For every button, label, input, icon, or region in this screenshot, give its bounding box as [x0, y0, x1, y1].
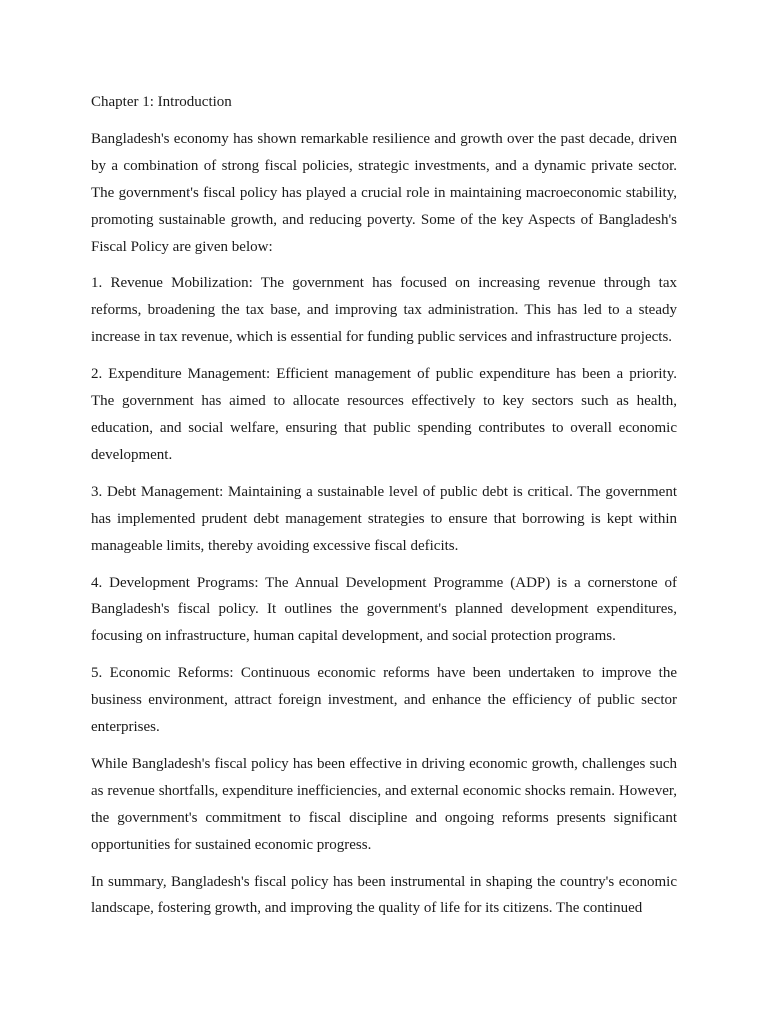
point-revenue-mobilization: 1. Revenue Mobilization: The government has focused on increasing revenue through tax reforms, broadening the tax base, and improving tax administration. This has led to a steady increase in tax revenue, which is essential for funding public services and infrastructure projects. [91, 275, 677, 346]
point-economic-reforms: 5. Economic Reforms: Continuous economic reforms have been undertaken to improve the business environment, attract foreign investment, and enhance the efficiency of public sector enterprises. [91, 665, 677, 736]
point-debt-management: 3. Debt Management: Maintaining a sustainable level of public debt is critical. The government has implemented prudent debt management strategies to ensure that borrowing is kept within manageable limits, thereby avoiding excessive fiscal deficits. [91, 483, 677, 554]
point-development-programs: 4. Development Programs: The Annual Development Programme (ADP) is a cornerstone of Bangladesh's fiscal policy. It outlines the government's planned development expenditures, focusing on infrastructure, human capital development, and social protection programs. [91, 574, 677, 645]
challenges-paragraph: While Bangladesh's fiscal policy has been effective in driving economic growth, challenges such as revenue shortfalls, expenditure inefficiencies, and external economic shocks remain. However, the government's commitment to fiscal discipline and ongoing reforms presents significant opportunities for sustained economic progress. [91, 755, 677, 853]
intro-paragraph: Bangladesh's economy has shown remarkable resilience and growth over the past decade, driven by a combination of strong fiscal policies, strategic investments, and a dynamic private sector. The government's fiscal policy has played a crucial role in maintaining macroeconomic stability, promoting sustainable growth, and reducing poverty. Some of the key Aspects of Bangladesh's Fiscal Policy are given below: [91, 130, 677, 255]
point-expenditure-management: 2. Expenditure Management: Efficient management of public expenditure has been a priority. The government has aimed to allocate resources effectively to key sectors such as health, education, and social welfare, ensuring that public spending contributes to overall economic development. [91, 366, 677, 463]
document-body [91, 89, 677, 932]
chapter-heading: Chapter 1: Introduction [91, 94, 232, 110]
summary-paragraph: In summary, Bangladesh's fiscal policy has been instrumental in shaping the country's economic landscape, fostering growth, and improving the quality of life for its citizens. The continued [91, 873, 677, 917]
